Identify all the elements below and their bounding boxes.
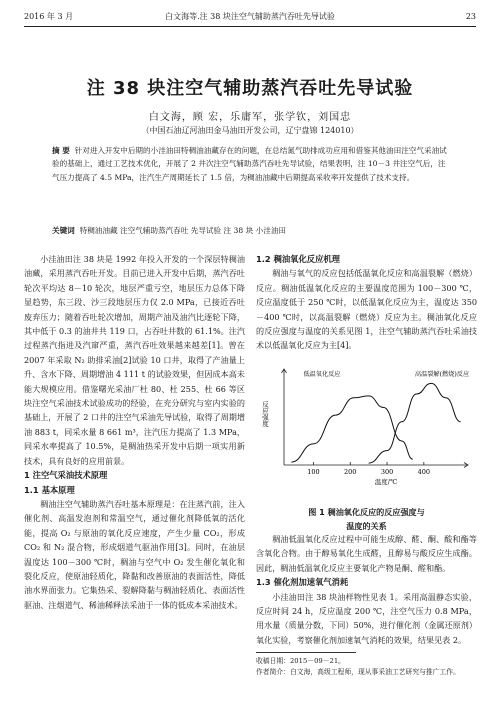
figure-caption-line-1: 图 1 稠油氧化反应的反应强度与	[308, 507, 425, 517]
paper-title: 注 38 块注空气辅助蒸汽吞吐先导试验	[86, 78, 414, 99]
series-label-0: 低温氧化反应	[303, 371, 341, 378]
header-page-number: 23	[465, 11, 476, 21]
principle-paragraph: 稠油注空气辅助蒸汽吞吐基本原理是：在注蒸汽前，注入催化剂、高温发泡剂和常温空气，通过催化剂降低氧的活化能，提高 O₂ 与原油的氧化反应速度，产生少量 CO₂，形成 CO₂ 和 N₂ 混合物，形成烟道气驱油作用[3]。同时，在油层温度达 100－300 ℃时，稠油与空气中 O₂ 发生催化氧化和裂化反应，使原油轻质化，降黏和改善原油的表面活性，降低油水界面张力。它集热采、裂解降黏与稠油轻质化、表面活性驱油、注烟道气、稀油稀释法采油于一体的低成本采油技术。	[24, 498, 245, 610]
keywords-text: 特稠油油藏 注空气辅助蒸汽吞吐 先导试验 注 38 块 小洼油田	[79, 226, 287, 235]
section-heading-1: 1 注空气采油技术原理	[24, 470, 108, 481]
section-heading-1-2: 1.2 稠油氧化反应机理	[256, 254, 340, 264]
keywords-label: 关键词	[52, 226, 75, 235]
paper-affiliation: （中国石油辽河油田金马油田开发公司，辽宁盘锦 124010）	[141, 126, 359, 135]
header-date: 2016 年 3 月	[24, 11, 74, 21]
series-line-0	[291, 396, 412, 462]
x-tick-label: 200	[344, 468, 357, 476]
paper-authors: 白文海，顾 宏，乐庸军，张学钦，刘国忠	[148, 112, 352, 123]
y-axis-label: 反应强度	[261, 401, 269, 427]
footnote-rule	[256, 652, 356, 653]
keywords	[52, 225, 460, 236]
right-column-bottom	[256, 532, 477, 647]
section-heading-1-1: 1.1 基本原理	[24, 484, 75, 495]
abstract-label: 摘 要	[52, 146, 70, 155]
x-tick-label: 300	[380, 468, 394, 476]
x-axis-label: 温度/℃	[374, 478, 398, 486]
running-header	[24, 9, 476, 23]
mechanism-paragraph: 稠油与氧气的反应包括低温氧化反应和高温裂解（燃烧）反应。稠油低温氧化反应的主要温度范围为 100－300 ℃，反应温度低于 250 ℃时，以低温氧化反应为主，温度达 350－400 ℃时，以高温裂解（燃烧）反应为主。稠油氧化反应的反应强度与温度的关系见图 1，注空气辅助蒸汽吞吐采油技术以低温氧化反应为主[4]。	[256, 268, 477, 351]
catalyst-paragraph: 小洼油田注 38 块油样物性见表 1。采用高温静态实验，反应时间 24 h，反应温度 200 ℃，注空气压力 0.8 MPa，用水量（质量分数，下同）50%，进行催化剂（金属还原剂）氧化实验，考察催化剂加速氧气消耗的效果，结果见表 2。	[256, 591, 477, 645]
header-running-title: 白文海等.注 38 块注空气辅助蒸汽吞吐先导试验	[165, 11, 335, 21]
left-column	[24, 252, 245, 612]
footnote-received: 收稿日期：2015－09－21。	[256, 657, 345, 665]
series-label-1: 高温裂解(燃烧)反应	[414, 371, 470, 378]
right-column-top	[256, 252, 477, 353]
series-line-1	[369, 383, 461, 463]
footnote	[256, 656, 477, 678]
header-rule	[24, 26, 476, 27]
abstract	[52, 144, 448, 184]
x-tick-label: 100	[307, 468, 320, 476]
intro-paragraph: 小洼油田注 38 块是 1992 年投入开发的一个深层特稠油油藏，采用蒸汽吞吐开发。目前已进入开发中后期，蒸汽吞吐轮次平均达 8－10 轮次，地层严重亏空，地层压力总体下降显趋势，东三段、沙三段地层压力仅 2.0 MPa，已接近吞吐废弃压力；随着吞吐轮次增加，周期产油及油汽比逐轮下降，其中低于 0.3 的油井共 119 口，占吞吐井数的 61.1%。注汽过程蒸汽指进及汽窜严重，蒸汽吞吐效果越来越差[1]。曾在 2007 年采取 N₂ 助排采油[2]试验 10 口井，取得了产油量上升、含水下降、周期增油 4 111 t 的试验效果，但因成本高未能大规模应用。借鉴曙光采油厂杜 80、杜 255、杜 66 等区块注空气采油技术试验成功的经验，在充分研究与室内实验的基础上，开展了 2 口井的注空气采油先导试验，取得了周期增油 883 t，同采水量 8 661 m³，注汽压力提高了 1.3 MPa，同采水率提高了 10.5%，是稠油热采开发中后期一项实用新技术，具有良好的应用前景。	[24, 254, 245, 466]
abstract-text: 针对进入开发中后期的小洼油田特稠油油藏存在的问题，在总结氮气助排成功应用和借鉴其他油田注空气采油试验的基础上，通过工艺技术优化，开展了 2 井次注空气辅助蒸汽吞吐先导试验，结果表明，注 10－3 井注空气后，注气压力提高了 4.5 MPa，注汽生产周期延长了 1.5 倍，为稠油油藏中后期提高采收率开发提供了技术支持。	[52, 146, 447, 182]
products-paragraph: 稠油低温氧化反应过程中可能生成醇、醛、酮、酸和酯等含氧化合物。由于醇易氧化生成醛，且醇易与酸反应生成酯。因此，稠油低温氧化反应主要氧化产物是酮、醛和酯。	[256, 534, 477, 573]
footnote-bio: 作者简介：白文海，高级工程师，现从事采油工艺研究与推广工作。	[256, 668, 460, 676]
section-heading-1-3: 1.3 催化剂加速氧气消耗	[256, 577, 349, 588]
x-tick-label: 400	[417, 468, 431, 476]
figure-caption-line-2: 温度的关系	[346, 521, 387, 531]
figure-1-caption	[256, 505, 477, 533]
figure-1-chart	[262, 361, 476, 491]
